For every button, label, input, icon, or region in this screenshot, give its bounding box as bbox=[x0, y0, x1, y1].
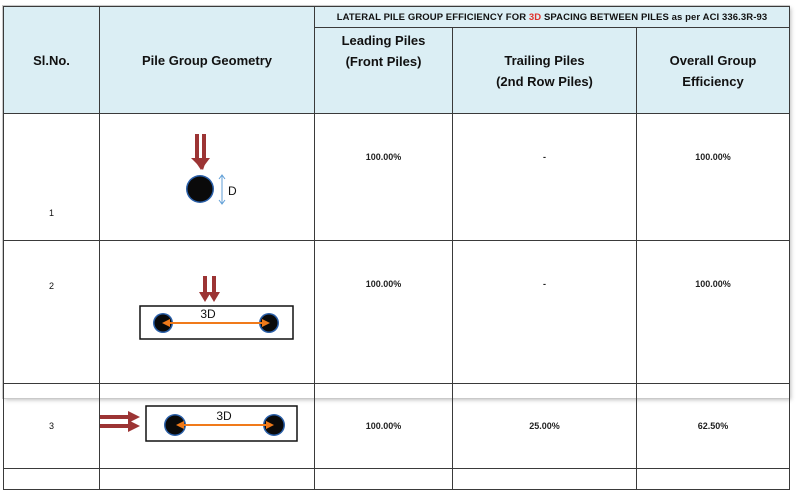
row-number bbox=[4, 384, 100, 469]
overall-header bbox=[637, 28, 790, 114]
leading-value bbox=[315, 384, 453, 469]
leading-header-line1: Leading Piles bbox=[341, 33, 426, 48]
overall-value-text: 62.50% bbox=[697, 421, 729, 431]
geometry-single-pile bbox=[100, 114, 315, 241]
empty-cell bbox=[453, 469, 637, 490]
geometry-header bbox=[100, 7, 315, 114]
overall-header-line1: Overall Group bbox=[669, 52, 757, 68]
banner-highlight: 3D bbox=[528, 11, 542, 23]
leading-value-text: 100.00% bbox=[365, 421, 402, 431]
leading-value bbox=[315, 114, 453, 241]
sino-header bbox=[4, 7, 100, 114]
overall-header-line2: Efficiency bbox=[682, 73, 744, 89]
leading-value bbox=[315, 241, 453, 384]
efficiency-table bbox=[3, 6, 790, 490]
row-number-label: 1 bbox=[48, 208, 54, 218]
table-banner bbox=[315, 7, 790, 28]
leading-header-line2: (Front Piles) bbox=[345, 54, 422, 69]
leading-value-text: 100.00% bbox=[365, 152, 402, 162]
spacing-label: 3D bbox=[216, 409, 232, 423]
trailing-header-line2: (2nd Row Piles) bbox=[496, 73, 593, 89]
two-pile-inline-diagram bbox=[100, 262, 315, 362]
trailing-value-text: 25.00% bbox=[529, 421, 560, 431]
row-number-label: 2 bbox=[48, 281, 54, 291]
row-number-label: 3 bbox=[48, 421, 54, 431]
diameter-dimension-icon bbox=[219, 175, 225, 204]
overall-value-text: 100.00% bbox=[695, 279, 731, 289]
table-row bbox=[4, 114, 790, 241]
trailing-value-text: - bbox=[543, 152, 546, 162]
two-pile-lateral-diagram bbox=[100, 384, 315, 468]
trailing-header-line1: Trailing Piles bbox=[504, 52, 585, 68]
spacing-label: 3D bbox=[200, 307, 216, 321]
banner-row bbox=[4, 7, 790, 28]
trailing-value bbox=[453, 114, 637, 241]
single-pile-diagram bbox=[157, 134, 257, 220]
trailing-value bbox=[453, 241, 637, 384]
row-number bbox=[4, 114, 100, 241]
diameter-label: D bbox=[228, 184, 237, 198]
geometry-two-piles-inline bbox=[100, 241, 315, 384]
efficiency-table-frame bbox=[3, 6, 789, 431]
trailing-value-text: - bbox=[543, 279, 546, 289]
load-arrows-icon bbox=[191, 134, 210, 170]
overall-value bbox=[637, 384, 790, 469]
table-row bbox=[4, 384, 790, 469]
table-row-partial bbox=[4, 469, 790, 490]
empty-cell bbox=[637, 469, 790, 490]
trailing-header bbox=[453, 28, 637, 114]
geometry-header-label: Pile Group Geometry bbox=[141, 52, 273, 68]
overall-value bbox=[637, 114, 790, 241]
load-arrows-icon bbox=[199, 276, 220, 302]
sino-header-label: Sl.No. bbox=[33, 52, 70, 68]
trailing-value bbox=[453, 384, 637, 469]
geometry-two-piles-lateral bbox=[100, 384, 315, 469]
empty-cell bbox=[4, 469, 100, 490]
table-row bbox=[4, 241, 790, 384]
lateral-load-arrows-icon bbox=[100, 411, 140, 432]
empty-cell bbox=[315, 469, 453, 490]
leading-header bbox=[315, 28, 453, 114]
banner-suffix: SPACING BETWEEN PILES as per ACI 336.3R-93 bbox=[541, 11, 768, 23]
empty-cell bbox=[100, 469, 315, 490]
pile-icon bbox=[188, 177, 213, 202]
overall-value-text: 100.00% bbox=[695, 152, 731, 162]
row-number bbox=[4, 241, 100, 384]
banner-prefix: LATERAL PILE GROUP EFFICIENCY FOR bbox=[336, 11, 529, 23]
overall-value bbox=[637, 241, 790, 384]
leading-value-text: 100.00% bbox=[365, 279, 402, 289]
